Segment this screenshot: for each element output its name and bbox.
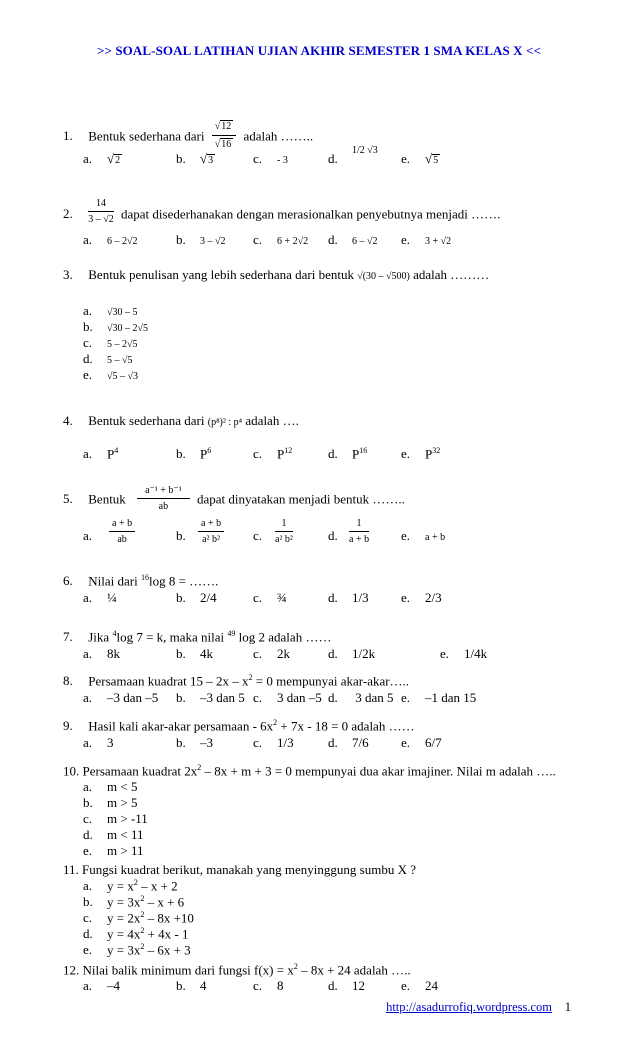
option-e[interactable]: 6/7 [425,735,442,750]
options-11: a. $y = x^2 - x + 2$ b. $y = 3x^2 - x + 6$ c. $y = 2x^2 - 8x +10$ d. $y = 4x^2 + 4x - 1$ e. $y = 3x^2 - 6x + 3$ [83,878,194,958]
option-d[interactable]: m < 11 [107,827,144,842]
option-b[interactable]: –3 dan 5 [200,690,245,705]
option-d[interactable]: 1/3 [352,590,369,605]
option-b[interactable]: –3 [200,735,213,750]
fraction: $\frac{\text{a⁻¹ + b⁻¹}}{ab}$ [137,485,190,512]
option-e[interactable]: 2/3 [425,590,442,605]
option-e[interactable]: P [425,446,433,462]
question-5: 5. Bentuk $\frac{\text{a⁻¹ + b⁻¹}}{ab}$ dapat dinyatakan menjadi bentuk …….. [63,485,405,512]
option-e[interactable]: √5 – √3 [107,371,138,382]
option-c[interactable]: 6 + 2√2 [277,236,309,247]
fraction: $\frac{14}{3 - √2}$ [88,198,114,225]
question-9: 9. Hasil kali akar-akar persamaan - $6x^2 + 7x - 18 = 0$ adalah …… [63,718,415,734]
option-d[interactable]: 6 – √2 [352,236,378,247]
options-10: a. m < 5 b. m > 5 c. m > -11 d. m < 11 e. m > 11 [83,779,148,858]
question-10: 10. Persamaan kuadrat $2x^2 - 8x + m + 3 = 0$ mempunyai dua akar imajiner. Nilai m adalah ….. [63,763,556,779]
question-2: 2. $\frac{14}{3 - √2}$ dapat disederhanakan dengan merasionalkan penyebutnya menjadi ……. [63,198,501,225]
option-c[interactable]: m > -11 [107,811,148,826]
option-a[interactable]: P [107,446,115,462]
question-text: Bentuk sederhana dari [88,128,205,144]
option-d[interactable]: 1/2k [352,646,376,661]
option-a[interactable]: $\frac{a + b}{ab}$ [109,518,135,545]
option-c[interactable]: ¾ [277,590,287,605]
option-a[interactable]: 8k [107,646,120,661]
option-a[interactable]: m < 5 [107,779,138,794]
option-b[interactable]: y = 3x [107,894,141,910]
option-b[interactable]: 2/4 [200,590,217,605]
fraction-denominator: 16 [221,139,232,150]
question-6: 6. Nilai dari $^{16}$log 8 = ……. [63,573,219,589]
option-d[interactable]: P [352,446,360,462]
math-expression: √(30 – √500) [357,271,410,282]
option-a[interactable]: –4 [107,978,120,993]
option-b[interactable]: m > 5 [107,795,138,810]
question-1 [63,122,313,153]
option-c[interactable]: P [277,446,285,462]
option-b[interactable]: 3 [208,155,214,166]
question-3: 3. Bentuk penulisan yang lebih sederhana dari bentuk √(30 – √500) adalah ……… [63,267,490,282]
option-a[interactable]: –3 dan –5 [107,690,159,705]
option-d[interactable]: y = 4x [107,926,141,942]
option-b[interactable]: √30 – 2√5 [107,323,148,334]
option-d[interactable]: $\frac{1}{a + b}$ [349,518,370,545]
option-c[interactable]: y = 2x [107,910,141,926]
page-title: >> SOAL-SOAL LATIHAN UJIAN AKHIR SEMESTER 1 SMA KELAS X << [96,43,542,58]
option-a[interactable]: ¼ [107,590,117,605]
fraction-numerator: 12 [221,121,232,132]
option-e[interactable]: m > 11 [107,843,144,858]
option-b[interactable]: $\frac{a + b}{\text{a² b²}}$ [198,518,224,545]
option-c[interactable]: 2k [277,646,290,661]
option-e[interactable]: 1/4k [464,646,488,661]
question-number: 1. [63,128,73,144]
page-number: 1 [564,1000,571,1014]
option-e[interactable]: 5 [433,155,439,166]
option-a[interactable]: 6 – 2√2 [107,236,138,247]
option-b[interactable]: 4k [200,646,213,661]
options-3: a. √30 – 5 b. √30 – 2√5 c. 5 – 2√5 d. 5 – √5 e. √5 – √3 [83,303,148,382]
question-8: 8. Persamaan kuadrat $15 - 2x - x^2 = 0$ mempunyai akar-akar….. [63,673,410,689]
question-12: 12. Nilai balik minimum dari fungsi $f(x) = x^2 - 8x + 24$ adalah ….. [63,962,411,978]
fraction: $\frac{√12}{√16}$ [212,120,237,151]
question-11: 11. Fungsi kuadrat berikut, manakah yang menyinggung sumbu X ? [63,862,417,877]
question-text: Bentuk penulisan yang lebih sederhana dari bentuk [88,267,354,282]
option-c[interactable]: 3 dan –5 [277,690,322,705]
option-d[interactable]: 7/6 [352,735,369,750]
option-e[interactable]: y = 3x [107,942,141,958]
option-c[interactable]: $\frac{1}{\text{a² b²}}$ [275,518,293,545]
option-a[interactable]: y = x [107,878,134,894]
option-a[interactable]: √30 – 5 [107,307,138,318]
option-d[interactable]: 12 [352,978,365,993]
option-d[interactable]: 3 dan 5 [352,690,394,705]
question-text: dapat disederhanakan dengan merasionalkan penyebutnya menjadi ……. [121,206,501,222]
option-e[interactable]: 24 [425,978,438,993]
option-c[interactable]: 8 [277,978,284,993]
option-e[interactable]: –1 dan 15 [425,690,477,705]
question-7: 7. Jika $^4$log 7 = k, maka nilai $^{49}$ log 2 adalah …… [63,629,332,645]
option-c[interactable]: - 3 [277,155,288,166]
option-c[interactable]: 1/3 [277,735,294,750]
option-d[interactable]: 5 – √5 [107,355,133,366]
option-e[interactable]: 3 + √2 [425,236,452,247]
option-c[interactable]: 5 – 2√5 [107,339,138,350]
footer-link[interactable]: http://asadurrofiq.wordpress.com [386,1000,552,1014]
option-a[interactable]: 2 [115,155,121,166]
option-b[interactable]: 4 [200,978,207,993]
math-expression: (p⁸)² : p⁴ [207,417,243,428]
option-a[interactable]: 3 [107,735,114,750]
question-4: 4. Bentuk sederhana dari (p⁸)² : p⁴ adalah …. [63,413,299,428]
option-e[interactable]: a + b [425,532,446,543]
question-text: adalah …….. [243,128,314,144]
option-b[interactable]: 3 – √2 [200,236,226,247]
option-b[interactable]: P [200,446,208,462]
option-d[interactable]: 1/2 √3 [352,145,378,156]
